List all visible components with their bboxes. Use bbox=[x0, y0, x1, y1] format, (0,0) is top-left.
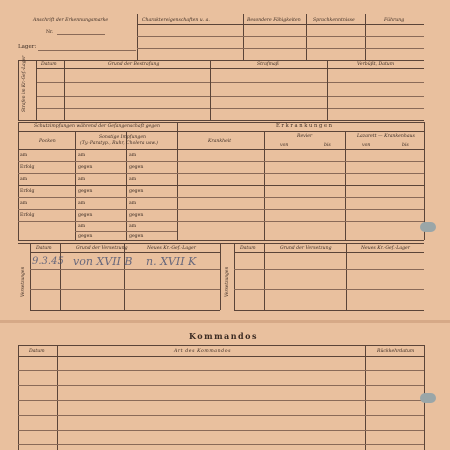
impf-am-label: am bbox=[129, 177, 137, 182]
impf-row-label: Erfolg bbox=[20, 189, 35, 194]
vers-neues-header: Neues Kr.-Gef.-Lager bbox=[361, 246, 410, 251]
rueckkehr-header: Rückkehrdatum bbox=[377, 349, 415, 354]
lager-label: Lager: bbox=[18, 44, 37, 50]
vers-grund-header: Grund der Versetzung bbox=[76, 246, 128, 251]
impf-am-label: am bbox=[78, 224, 86, 229]
vers-neues-header: Neues Kr.-Gef.-Lager bbox=[147, 246, 196, 251]
vers-grund-header: Grund der Versetzung bbox=[280, 246, 332, 251]
impf-gegen-label: gegen bbox=[129, 189, 144, 194]
punch-hole-bottom bbox=[420, 393, 436, 403]
strafen-side-label: Strafen im Kr.-Gef.-Lager bbox=[22, 55, 27, 112]
impf-row-label: am bbox=[20, 153, 28, 158]
charakter-header: Charaktereigenschaften u. a. bbox=[142, 18, 210, 23]
number-label: Nr. bbox=[46, 30, 54, 35]
versetzungen-side-label-left: Versetzungen bbox=[21, 266, 26, 297]
handwritten-date: 9.3.45 bbox=[32, 256, 64, 267]
strafmass-header: Strafmaß bbox=[257, 62, 279, 67]
impf-am-label: am bbox=[129, 153, 137, 158]
card-fold bbox=[0, 320, 450, 323]
revier-bis: bis bbox=[324, 143, 331, 148]
strafen-datum-header: Datum bbox=[41, 62, 57, 67]
erkrankungen-title: E r k r a n k u n g e n bbox=[276, 123, 333, 129]
impf-row-label: Erfolg bbox=[20, 213, 35, 218]
impf-row-label: am bbox=[20, 177, 28, 182]
punch-hole-top bbox=[420, 222, 436, 232]
impf-row-label: Erfolg bbox=[20, 165, 35, 170]
impf-am-label: am bbox=[78, 153, 86, 158]
revier-header: Revier bbox=[297, 134, 313, 139]
impf-am-label: am bbox=[78, 177, 86, 182]
faehigkeiten-header: Besondere Fähigkeiten bbox=[247, 18, 301, 23]
impf-gegen-label: gegen bbox=[129, 234, 144, 239]
kommando-art-header: Art des Kommandos bbox=[174, 349, 232, 354]
anschrift-label: Anschrift der Erkennungsmarke bbox=[33, 18, 109, 23]
impf-gegen-label: gegen bbox=[129, 165, 144, 170]
fuehrung-header: Führung bbox=[384, 18, 405, 23]
vers-datum-header: Datum bbox=[36, 246, 52, 251]
impf-gegen-label: gegen bbox=[129, 213, 144, 218]
sprachkenntnisse-header: Sprachkenntnisse bbox=[313, 18, 355, 23]
pocken-header: Pocken bbox=[39, 139, 56, 144]
impf-gegen-label: gegen bbox=[78, 165, 93, 170]
verbuesst-header: Verbüßt, Datum bbox=[357, 62, 395, 67]
versetzungen-side-label-right: Versetzungen bbox=[225, 266, 230, 297]
impf-row-label: am bbox=[20, 201, 28, 206]
impf-am-label: am bbox=[129, 201, 137, 206]
kommandos-title: Kommandos bbox=[189, 331, 258, 341]
handwritten-from-camp: von XVII B bbox=[73, 255, 133, 268]
revier-von: von bbox=[280, 143, 289, 148]
strafen-grund-header: Grund der Bestrafung bbox=[108, 62, 160, 67]
krankheit-header: Krankheit bbox=[208, 139, 232, 144]
lazarett-header: Lazarett — Krankenhaus bbox=[357, 134, 415, 139]
kommando-datum-header: Datum bbox=[29, 349, 45, 354]
vers-datum-header: Datum bbox=[240, 246, 256, 251]
lazarett-bis: bis bbox=[402, 143, 409, 148]
impf-gegen-label: gegen bbox=[78, 189, 93, 194]
lazarett-von: von bbox=[362, 143, 371, 148]
impf-am-label: am bbox=[129, 224, 137, 229]
sonstige-header: Sonstige Impfungen bbox=[99, 135, 147, 140]
handwritten-to-camp: n. XVII K bbox=[146, 255, 197, 268]
impf-am-label: am bbox=[78, 201, 86, 206]
impfungen-title: Schutzimpfungen während der Gefangenschaft gegen bbox=[34, 124, 160, 129]
impf-gegen-label: gegen bbox=[78, 234, 93, 239]
impf-gegen-label: gegen bbox=[78, 213, 93, 218]
sonstige-sub-header: (Ty.-Paratyp., Ruhr, Cholera usw.) bbox=[80, 141, 158, 146]
